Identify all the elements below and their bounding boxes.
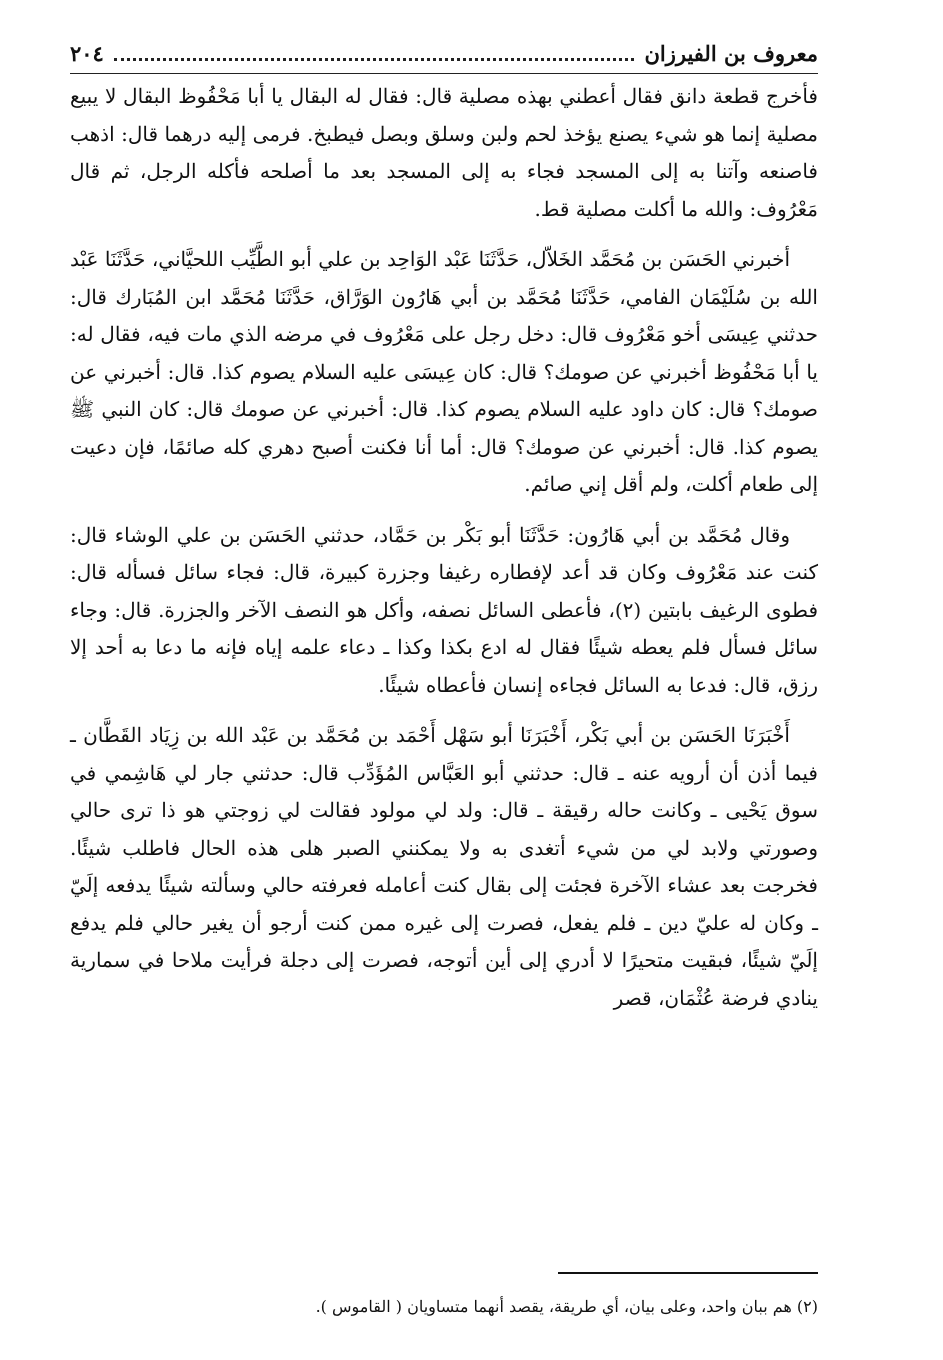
- body-text: [70, 78, 818, 1030]
- paragraph: أخبرني الحَسَن بن مُحَمَّد الخَلاّل، حَدَّثَنَا عَبْد الوَاحِد بن علي أبو الطَّيِّب اللحيَّاني، حَدَّثَنَا عَبْد الله بن سُلَيْمَان الفامي، حَدَّثَنَا مُحَمَّد بن أبي هَارُون الوَرَّاق، حَدَّثَنَا مُحَمَّد ابن المُبَارك قال: حدثني عِيسَى أخو مَعْرُوف قال: دخل رجل على مَعْرُوف في مرضه الذي مات فيه، فقال له: يا أبا مَحْفُوظ أخبرني عن صومك؟ قال: كان عِيسَى عليه السلام يصوم كذا. قال: أخبرني عن صومك؟ قال: كان داود عليه السلام يصوم كذا. قال: أخبرني عن صومك قال: كان النبي ﷺ يصوم كذا. قال: أخبرني عن صومك؟ قال: أما أنا فكنت أصبح دهري كله صائمًا، فإن دعيت إلى طعام أكلت، ولم أقل إني صائم.: [70, 247, 818, 496]
- footnote-rule: [558, 1272, 818, 1274]
- running-title: معروف بن الفيرزان: [644, 40, 818, 66]
- header-rule: [70, 73, 818, 74]
- paragraph: فأخرج قطعة دانق فقال أعطني بهذه مصلية قال: فقال له البقال يا أبا مَحْفُوظ البقال لا يبيع مصلية إنما هو شيء يصنع يؤخذ لحم ولبن وسلق وبصل فيطبخ. فرمى إليه درهما قال: اذهب فاصنعه وآتنا به إلى المسجد فجاء به إلى المسجد بعد ما أصلحه فأكله الرجل، ثم قال مَعْرُوف: والله ما أكلت مصلية قط.: [70, 84, 818, 221]
- running-header: [70, 36, 818, 70]
- footnote: (٢) هم ببان واحد، وعلى بيان، أي طريقة، يقصد أنهما متساويان ( القاموس ).: [315, 1297, 818, 1316]
- page-number: ٢٠٤: [70, 40, 104, 66]
- paragraph: وقال مُحَمَّد بن أبي هَارُون: حَدَّثَنَا أبو بَكْر بن حَمَّاد، حدثني الحَسَن بن علي الوشاء قال: كنت عند مَعْرُوف وكان قد أعد لإفطاره رغيفا وجزرة كبيرة، قال: فجاء سائل فسأله قال: فطوى الرغيف بابتين (٢)، فأعطى السائل نصفه، وأكل هو النصف الآخر والجزرة. قال: وجاء سائل فسأل فلم يعطه شيئًا فقال له ادع بكذا وكذا ـ دعاء علمه إياه فإنه ما دعا به أحد إلا رزق، قال: فدعا به السائل فجاءه إنسان فأعطاه شيئًا.: [70, 522, 819, 697]
- header-dot-leader: [114, 46, 635, 61]
- paragraph: أَخْبَرَنَا الحَسَن بن أبي بَكْر، أَخْبَرَنَا أبو سَهْل أَحْمَد بن مُحَمَّد بن عَبْد الله بن زِيَاد القَطَّان ـ فيما أذن أن أرويه عنه ـ قال: حدثني أبو العَبَّاس المُؤَدِّب قال: حدثني جار لي هَاشِمي في سوق يَحْيى ـ وكانت حاله رقيقة ـ قال: ولد لي مولود فقالت لي زوجتي هو ذا ترى حالي وصورتي ولابد لي من شيء أتغدى به ولا يمكنني الصبر هلى هذه الحال فاطلب شيئًا. فخرجت بعد عشاء الآخرة فجئت إلى بقال كنت أعامله فعرفته حالي وسألته شيئًا يدفعه إلَيّ ـ وكان له عليّ دين ـ فلم يفعل، فصرت إلى غيره ممن كنت أرجو أن يغير حالي فلم يدفع إلَيّ شيئًا، فبقيت متحيرًا لا أدري إلى أين أتوجه، فصرت إلى دجلة فرأيت ملاحا في سمارية ينادي فرضة عُثْمَان، قصر: [70, 723, 818, 1010]
